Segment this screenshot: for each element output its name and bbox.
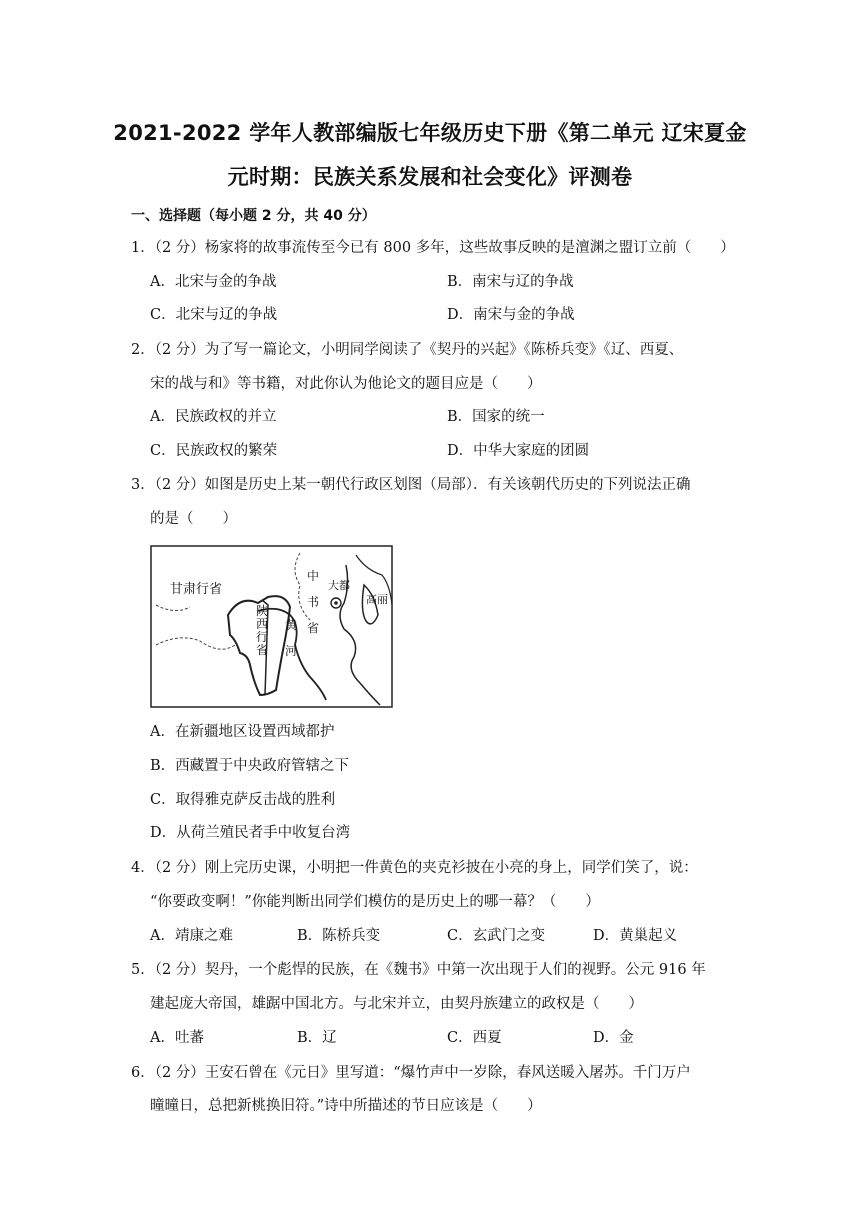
- q5-option-c: C．西夏: [447, 1030, 502, 1046]
- q1-option-a: A．北宋与金的争战: [150, 274, 277, 290]
- section-heading: 一、选择题（每小题 2 分，共 40 分）: [131, 208, 376, 224]
- q1-option-b: B．南宋与辽的争战: [447, 274, 574, 290]
- q3-option-d: D．从荷兰殖民者手中收复台湾: [150, 825, 351, 841]
- q6-stem-line2: 曈曈日，总把新桃换旧符。”诗中所描述的节日应该是（ ）: [150, 1098, 542, 1114]
- q1-option-c: C．北宋与辽的争战: [150, 307, 278, 323]
- q2-option-c: C．民族政权的繁荣: [150, 443, 278, 459]
- q4-option-b: B．陈桥兵变: [297, 928, 381, 944]
- q4-stem-line2: “你要政变啊！”你能判断出同学们模仿的是历史上的哪一幕？（ ）: [150, 894, 600, 910]
- label-zhongshu: 中书省: [307, 569, 320, 635]
- q5-option-a: A．吐蕃: [150, 1030, 204, 1046]
- q4-option-a: A．靖康之难: [150, 928, 233, 944]
- q4-option-d: D．黄巢起义: [593, 928, 678, 944]
- q2-option-b: B．国家的统一: [447, 409, 545, 425]
- q3-stem-line1: 3．（2 分）如图是历史上某一朝代行政区划图（局部）．有关该朝代历史的下列说法正确: [131, 477, 691, 493]
- q5-stem-line2: 建起庞大帝国，雄踞中国北方。与北宋并立，由契丹族建立的政权是（ ）: [150, 996, 643, 1012]
- label-gaoli: 高丽: [366, 593, 388, 606]
- q5-option-b: B．辽: [297, 1030, 337, 1046]
- q2-option-a: A．民族政权的并立: [150, 409, 277, 425]
- q2-option-d: D．中华大家庭的团圆: [447, 443, 590, 459]
- q3-option-c: C．取得雅克萨反击战的胜利: [150, 792, 336, 808]
- doc-title-line1: 2021-2022 学年人教部编版七年级历史下册《第二单元 辽宋夏金: [113, 121, 747, 145]
- q5-option-d: D．金: [593, 1030, 634, 1046]
- label-shaanxi: 陕西行省: [256, 604, 269, 657]
- q3-option-b: B．西藏置于中央政府管辖之下: [150, 758, 350, 774]
- q1-stem: 1．（2 分）杨家将的故事流传至今已有 800 多年，这些故事反映的是澶渊之盟订立前（ ）: [131, 240, 735, 256]
- q3-stem-line2: 的是（ ）: [150, 511, 237, 527]
- q2-stem-line2: 宋的战与和》等书籍，对此你认为他论文的题目应是（ ）: [150, 376, 542, 392]
- label-huanghe: 黄河: [285, 618, 298, 658]
- q4-option-c: C．玄武门之变: [447, 928, 546, 944]
- q6-stem-line1: 6．（2 分）王安石曾在《元日》里写道：“爆竹声中一岁除，春风送暖入屠苏。千门万户: [131, 1065, 691, 1081]
- yuan-province-map: [150, 545, 393, 708]
- doc-title-line2: 元时期：民族关系发展和社会变化》评测卷: [227, 165, 633, 189]
- label-gansu: 甘肃行省: [170, 582, 223, 597]
- q4-stem-line1: 4．（2 分）刚上完历史课，小明把一件黄色的夹克衫披在小亮的身上，同学们笑了，说：: [131, 860, 698, 876]
- q2-stem-line1: 2．（2 分）为了写一篇论文，小明同学阅读了《契丹的兴起》《陈桥兵变》《辽、西夏、: [131, 342, 684, 358]
- q1-option-d: D．南宋与金的争战: [447, 307, 575, 323]
- label-dadu: 大都: [328, 579, 350, 592]
- q3-option-a: A．在新疆地区设置西域都护: [150, 724, 335, 740]
- q5-stem-line1: 5．（2 分）契丹，一个彪悍的民族，在《魏书》中第一次出现于人们的视野。公元 916 年: [131, 962, 706, 978]
